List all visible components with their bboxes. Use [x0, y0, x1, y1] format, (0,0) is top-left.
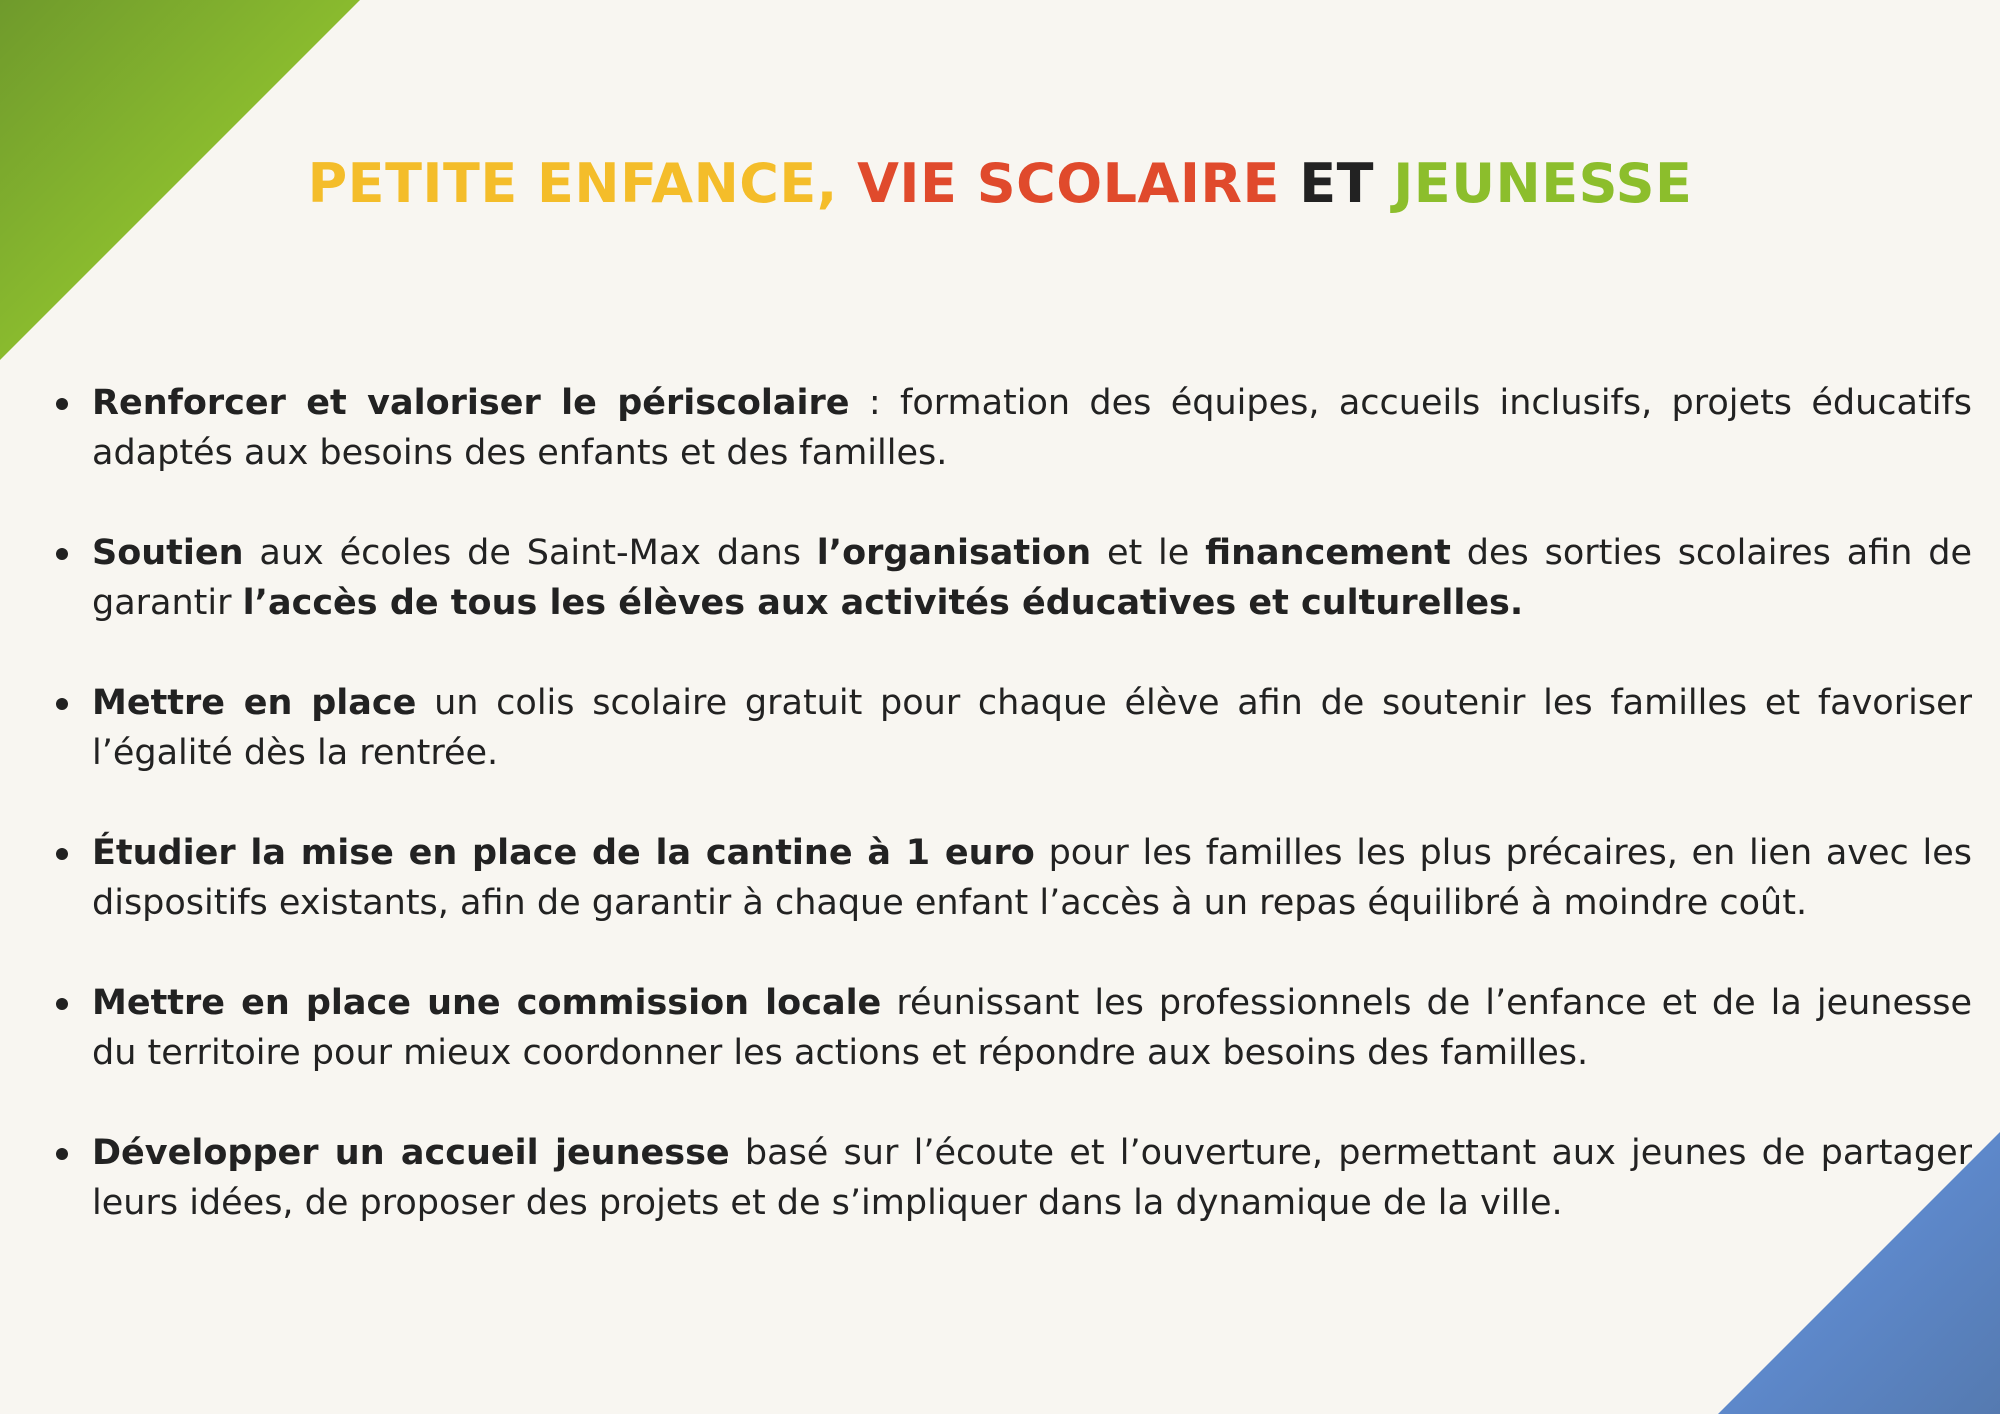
item-text: pour les familles les plus précaires, en lien avec les dispositifs existants, afin de garantir à chaque enfant l’accès à un repas équilibré à moindre coût. [92, 833, 1973, 923]
item-lead: Mettre en place [92, 683, 417, 723]
item-emphasis: l’organisation [816, 533, 1092, 573]
bullet-icon [56, 398, 68, 410]
item-lead: Développer un accueil jeunesse [92, 1133, 730, 1173]
bullet-icon [56, 548, 68, 560]
list-item-accueil-jeunesse [56, 1128, 1972, 1228]
item-lead: Mettre en place une commission locale [92, 983, 882, 1023]
title-part-et: ET [1299, 152, 1394, 215]
list-item-periscolaire [56, 378, 1972, 478]
bullet-icon [56, 848, 68, 860]
item-text: réunissant les professionnels de l’enfance et de la jeunesse du territoire pour mieux coordonner les actions et répondre aux besoins des familles. [92, 983, 1972, 1073]
item-text: : formation des équipes, accueils inclusifs, projets éducatifs adaptés aux besoins des enfants et des familles. [92, 383, 1972, 473]
item-lead: Renforcer et valoriser le périscolaire [92, 383, 850, 423]
page-title [0, 152, 2000, 215]
item-text: un colis scolaire gratuit pour chaque élève afin de soutenir les familles et favoriser l’égalité dès la rentrée. [92, 683, 1972, 773]
bullet-icon [56, 698, 68, 710]
item-lead: Étudier la mise en place de la cantine à 1 euro [92, 833, 1035, 873]
item-text: aux écoles de Saint-Max dans [243, 533, 817, 573]
title-part-petite-enfance: PETITE ENFANCE, [307, 152, 858, 215]
title-part-vie-scolaire: VIE SCOLAIRE [857, 152, 1300, 215]
bullet-icon [56, 998, 68, 1010]
measures-list [56, 378, 1972, 1278]
item-text: et le [1091, 533, 1206, 573]
list-item-commission [56, 978, 1972, 1078]
item-text: des sorties scolaires afin de garantir [92, 533, 1972, 623]
list-item-colis-scolaire [56, 678, 1972, 778]
item-emphasis: financement [1205, 533, 1451, 573]
title-part-jeunesse: JEUNESSE [1393, 152, 1693, 215]
item-text: basé sur l’écoute et l’ouverture, permettant aux jeunes de partager leurs idées, de proposer des projets et de s’impliquer dans la dynamique de la ville. [92, 1133, 1973, 1223]
bullet-icon [56, 1148, 68, 1160]
item-lead: Soutien [92, 533, 244, 573]
list-item-cantine [56, 828, 1972, 928]
list-item-soutien [56, 528, 1972, 628]
item-emphasis: l’accès de tous les élèves aux activités éducatives et culturelles. [242, 583, 1524, 623]
